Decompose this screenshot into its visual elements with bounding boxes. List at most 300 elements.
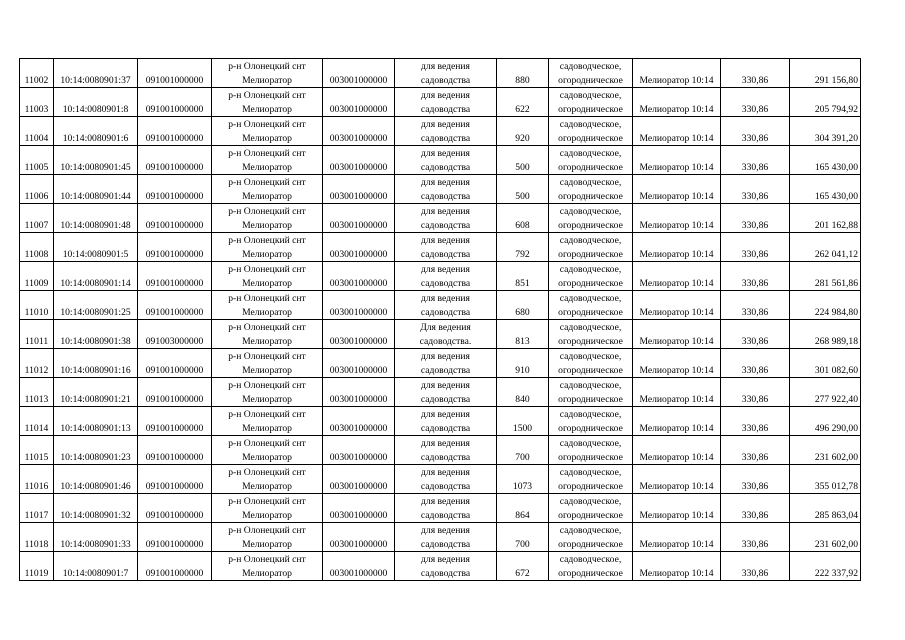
row-number-cell: 11002 xyxy=(20,59,54,88)
permitted-use-cell-line-2: садоводства xyxy=(420,132,471,144)
valuation-zone-cell: Мелиоратор 10:14 xyxy=(633,59,721,88)
okato-cell: 091001000000 xyxy=(138,117,212,146)
address-cell xyxy=(212,175,323,204)
specific-value-cell: 330,86 xyxy=(721,320,790,349)
address-cell-line-1: р-н Олонецкий снт xyxy=(228,438,306,449)
permitted-use-cell-line-1: для ведения xyxy=(421,525,470,536)
address-cell-line-1: р-н Олонецкий снт xyxy=(228,293,306,304)
use-category-cell-line-1: садоводческое, xyxy=(559,206,622,217)
oktmo-cell: 003001000000 xyxy=(323,436,395,465)
permitted-use-cell-line-2: садоводства xyxy=(420,219,471,231)
permitted-use-cell xyxy=(395,407,497,436)
valuation-zone-cell: Мелиоратор 10:14 xyxy=(633,291,721,320)
use-category-cell-line-1: садоводческое, xyxy=(559,90,622,101)
use-category-cell xyxy=(549,175,633,204)
permitted-use-cell xyxy=(395,494,497,523)
row-number-cell: 11003 xyxy=(20,88,54,117)
row-number-cell: 11014 xyxy=(20,407,54,436)
table-row xyxy=(20,88,861,117)
permitted-use-cell-line-2: садоводства xyxy=(420,567,471,579)
okato-cell: 091001000000 xyxy=(138,552,212,581)
specific-value-cell: 330,86 xyxy=(721,552,790,581)
use-category-cell-line-1: садоводческое, xyxy=(559,496,622,507)
use-category-cell-line-1: садоводческое, xyxy=(559,554,622,565)
use-category-cell xyxy=(549,407,633,436)
cadastral-value-cell: 201 162,88 xyxy=(790,204,861,233)
use-category-cell xyxy=(549,59,633,88)
permitted-use-cell-line-1: для ведения xyxy=(421,148,470,159)
use-category-cell-line-2: огородническое xyxy=(558,190,623,202)
table-row xyxy=(20,523,861,552)
area-cell: 608 xyxy=(497,204,549,233)
okato-cell: 091001000000 xyxy=(138,407,212,436)
oktmo-cell: 003001000000 xyxy=(323,465,395,494)
cadastral-number-cell: 10:14:0080901:8 xyxy=(54,88,138,117)
okato-cell: 091001000000 xyxy=(138,175,212,204)
permitted-use-cell xyxy=(395,262,497,291)
use-category-cell xyxy=(549,88,633,117)
use-category-cell xyxy=(549,552,633,581)
cadastral-number-cell: 10:14:0080901:33 xyxy=(54,523,138,552)
area-cell: 500 xyxy=(497,146,549,175)
use-category-cell-line-2: огородническое xyxy=(558,451,623,463)
address-cell-line-1: р-н Олонецкий снт xyxy=(228,148,306,159)
cadastral-number-cell: 10:14:0080901:32 xyxy=(54,494,138,523)
okato-cell: 091001000000 xyxy=(138,291,212,320)
address-cell-line-2: Мелиоратор xyxy=(242,335,292,347)
address-cell-line-2: Мелиоратор xyxy=(242,219,292,231)
address-cell xyxy=(212,552,323,581)
valuation-zone-cell: Мелиоратор 10:14 xyxy=(633,552,721,581)
cadastral-number-cell: 10:14:0080901:16 xyxy=(54,349,138,378)
cadastral-number-cell: 10:14:0080901:7 xyxy=(54,552,138,581)
permitted-use-cell xyxy=(395,88,497,117)
specific-value-cell: 330,86 xyxy=(721,88,790,117)
use-category-cell-line-1: садоводческое, xyxy=(559,467,622,478)
permitted-use-cell xyxy=(395,291,497,320)
use-category-cell-line-1: садоводческое, xyxy=(559,409,622,420)
cadastral-number-cell: 10:14:0080901:38 xyxy=(54,320,138,349)
permitted-use-cell-line-1: для ведения xyxy=(421,293,470,304)
permitted-use-cell-line-1: для ведения xyxy=(421,177,470,188)
table-row xyxy=(20,59,861,88)
permitted-use-cell xyxy=(395,146,497,175)
address-cell xyxy=(212,494,323,523)
cadastral-number-cell: 10:14:0080901:25 xyxy=(54,291,138,320)
permitted-use-cell-line-2: садоводства xyxy=(420,277,471,289)
row-number-cell: 11011 xyxy=(20,320,54,349)
use-category-cell-line-2: огородническое xyxy=(558,161,623,173)
address-cell-line-1: р-н Олонецкий снт xyxy=(228,264,306,275)
use-category-cell-line-1: садоводческое, xyxy=(559,61,622,72)
cadastral-value-cell: 224 984,80 xyxy=(790,291,861,320)
table-row xyxy=(20,291,861,320)
permitted-use-cell-line-1: для ведения xyxy=(421,90,470,101)
use-category-cell-line-1: садоводческое, xyxy=(559,177,622,188)
specific-value-cell: 330,86 xyxy=(721,349,790,378)
specific-value-cell: 330,86 xyxy=(721,262,790,291)
specific-value-cell: 330,86 xyxy=(721,436,790,465)
address-cell xyxy=(212,407,323,436)
use-category-cell-line-2: огородническое xyxy=(558,103,623,115)
permitted-use-cell-line-1: для ведения xyxy=(421,235,470,246)
table-row xyxy=(20,175,861,204)
specific-value-cell: 330,86 xyxy=(721,523,790,552)
oktmo-cell: 003001000000 xyxy=(323,175,395,204)
address-cell-line-1: р-н Олонецкий снт xyxy=(228,177,306,188)
oktmo-cell: 003001000000 xyxy=(323,233,395,262)
permitted-use-cell-line-2: садоводства xyxy=(420,509,471,521)
oktmo-cell: 003001000000 xyxy=(323,407,395,436)
address-cell-line-2: Мелиоратор xyxy=(242,480,292,492)
row-number-cell: 11012 xyxy=(20,349,54,378)
permitted-use-cell xyxy=(395,349,497,378)
address-cell-line-1: р-н Олонецкий снт xyxy=(228,90,306,101)
address-cell-line-2: Мелиоратор xyxy=(242,364,292,376)
table-row xyxy=(20,407,861,436)
table-row xyxy=(20,146,861,175)
cadastral-number-cell: 10:14:0080901:5 xyxy=(54,233,138,262)
permitted-use-cell-line-1: Для ведения xyxy=(420,322,471,333)
permitted-use-cell-line-1: для ведения xyxy=(421,380,470,391)
permitted-use-cell-line-1: для ведения xyxy=(421,119,470,130)
use-category-cell-line-1: садоводческое, xyxy=(559,322,622,333)
permitted-use-cell-line-2: садоводства xyxy=(420,393,471,405)
permitted-use-cell xyxy=(395,436,497,465)
address-cell-line-1: р-н Олонецкий снт xyxy=(228,409,306,420)
area-cell: 880 xyxy=(497,59,549,88)
valuation-zone-cell: Мелиоратор 10:14 xyxy=(633,146,721,175)
use-category-cell-line-1: садоводческое, xyxy=(559,438,622,449)
use-category-cell xyxy=(549,204,633,233)
valuation-zone-cell: Мелиоратор 10:14 xyxy=(633,436,721,465)
valuation-zone-cell: Мелиоратор 10:14 xyxy=(633,523,721,552)
use-category-cell xyxy=(549,494,633,523)
row-number-cell: 11019 xyxy=(20,552,54,581)
address-cell-line-2: Мелиоратор xyxy=(242,74,292,86)
okato-cell: 091001000000 xyxy=(138,523,212,552)
use-category-cell-line-2: огородническое xyxy=(558,277,623,289)
use-category-cell-line-2: огородническое xyxy=(558,393,623,405)
use-category-cell-line-1: садоводческое, xyxy=(559,525,622,536)
permitted-use-cell-line-2: садоводства xyxy=(420,538,471,550)
oktmo-cell: 003001000000 xyxy=(323,59,395,88)
address-cell-line-1: р-н Олонецкий снт xyxy=(228,206,306,217)
specific-value-cell: 330,86 xyxy=(721,204,790,233)
cadastral-value-cell: 291 156,80 xyxy=(790,59,861,88)
cadastral-number-cell: 10:14:0080901:46 xyxy=(54,465,138,494)
okato-cell: 091001000000 xyxy=(138,262,212,291)
address-cell-line-2: Мелиоратор xyxy=(242,306,292,318)
cadastral-number-cell: 10:14:0080901:14 xyxy=(54,262,138,291)
address-cell-line-2: Мелиоратор xyxy=(242,103,292,115)
oktmo-cell: 003001000000 xyxy=(323,146,395,175)
cadastral-value-cell: 281 561,86 xyxy=(790,262,861,291)
area-cell: 910 xyxy=(497,349,549,378)
permitted-use-cell-line-1: для ведения xyxy=(421,264,470,275)
valuation-zone-cell: Мелиоратор 10:14 xyxy=(633,117,721,146)
address-cell xyxy=(212,320,323,349)
okato-cell: 091001000000 xyxy=(138,378,212,407)
row-number-cell: 11007 xyxy=(20,204,54,233)
row-number-cell: 11004 xyxy=(20,117,54,146)
oktmo-cell: 003001000000 xyxy=(323,117,395,146)
area-cell: 1500 xyxy=(497,407,549,436)
permitted-use-cell-line-2: садоводства. xyxy=(419,335,472,347)
address-cell xyxy=(212,349,323,378)
row-number-cell: 11016 xyxy=(20,465,54,494)
cadastral-value-cell: 165 430,00 xyxy=(790,175,861,204)
oktmo-cell: 003001000000 xyxy=(323,552,395,581)
use-category-cell xyxy=(549,146,633,175)
permitted-use-cell-line-1: для ведения xyxy=(421,206,470,217)
cadastral-number-cell: 10:14:0080901:44 xyxy=(54,175,138,204)
use-category-cell-line-1: садоводческое, xyxy=(559,264,622,275)
address-cell-line-1: р-н Олонецкий снт xyxy=(228,235,306,246)
address-cell-line-2: Мелиоратор xyxy=(242,132,292,144)
oktmo-cell: 003001000000 xyxy=(323,88,395,117)
address-cell-line-2: Мелиоратор xyxy=(242,277,292,289)
address-cell xyxy=(212,233,323,262)
use-category-cell-line-2: огородническое xyxy=(558,74,623,86)
area-cell: 920 xyxy=(497,117,549,146)
oktmo-cell: 003001000000 xyxy=(323,349,395,378)
permitted-use-cell-line-2: садоводства xyxy=(420,306,471,318)
address-cell xyxy=(212,436,323,465)
use-category-cell-line-2: огородническое xyxy=(558,219,623,231)
okato-cell: 091001000000 xyxy=(138,88,212,117)
address-cell xyxy=(212,88,323,117)
cadastral-value-cell: 301 082,60 xyxy=(790,349,861,378)
oktmo-cell: 003001000000 xyxy=(323,378,395,407)
specific-value-cell: 330,86 xyxy=(721,233,790,262)
address-cell-line-2: Мелиоратор xyxy=(242,190,292,202)
specific-value-cell: 330,86 xyxy=(721,465,790,494)
okato-cell: 091001000000 xyxy=(138,59,212,88)
valuation-zone-cell: Мелиоратор 10:14 xyxy=(633,88,721,117)
valuation-zone-cell: Мелиоратор 10:14 xyxy=(633,407,721,436)
permitted-use-cell-line-2: садоводства xyxy=(420,103,471,115)
permitted-use-cell xyxy=(395,523,497,552)
cadastral-number-cell: 10:14:0080901:23 xyxy=(54,436,138,465)
oktmo-cell: 003001000000 xyxy=(323,291,395,320)
use-category-cell-line-2: огородническое xyxy=(558,306,623,318)
table-row xyxy=(20,436,861,465)
permitted-use-cell-line-2: садоводства xyxy=(420,161,471,173)
use-category-cell xyxy=(549,378,633,407)
address-cell-line-1: р-н Олонецкий снт xyxy=(228,119,306,130)
area-cell: 622 xyxy=(497,88,549,117)
permitted-use-cell-line-1: для ведения xyxy=(421,554,470,565)
table-row xyxy=(20,465,861,494)
valuation-zone-cell: Мелиоратор 10:14 xyxy=(633,175,721,204)
cadastral-value-cell: 222 337,92 xyxy=(790,552,861,581)
specific-value-cell: 330,86 xyxy=(721,494,790,523)
area-cell: 851 xyxy=(497,262,549,291)
table-row xyxy=(20,552,861,581)
row-number-cell: 11015 xyxy=(20,436,54,465)
row-number-cell: 11013 xyxy=(20,378,54,407)
specific-value-cell: 330,86 xyxy=(721,378,790,407)
area-cell: 840 xyxy=(497,378,549,407)
permitted-use-cell xyxy=(395,117,497,146)
cadastral-value-cell: 304 391,20 xyxy=(790,117,861,146)
address-cell xyxy=(212,291,323,320)
use-category-cell-line-2: огородническое xyxy=(558,364,623,376)
use-category-cell xyxy=(549,320,633,349)
permitted-use-cell-line-1: для ведения xyxy=(421,467,470,478)
row-number-cell: 11018 xyxy=(20,523,54,552)
table-body xyxy=(20,59,861,581)
area-cell: 672 xyxy=(497,552,549,581)
use-category-cell-line-1: садоводческое, xyxy=(559,351,622,362)
use-category-cell-line-2: огородническое xyxy=(558,335,623,347)
use-category-cell-line-1: садоводческое, xyxy=(559,293,622,304)
valuation-zone-cell: Мелиоратор 10:14 xyxy=(633,320,721,349)
cadastral-value-cell: 262 041,12 xyxy=(790,233,861,262)
address-cell xyxy=(212,465,323,494)
permitted-use-cell xyxy=(395,465,497,494)
address-cell-line-2: Мелиоратор xyxy=(242,161,292,173)
table-row xyxy=(20,117,861,146)
cadastral-number-cell: 10:14:0080901:13 xyxy=(54,407,138,436)
cadastral-number-cell: 10:14:0080901:21 xyxy=(54,378,138,407)
address-cell-line-1: р-н Олонецкий снт xyxy=(228,351,306,362)
use-category-cell xyxy=(549,465,633,494)
table-row xyxy=(20,262,861,291)
area-cell: 700 xyxy=(497,436,549,465)
address-cell-line-2: Мелиоратор xyxy=(242,538,292,550)
address-cell xyxy=(212,523,323,552)
specific-value-cell: 330,86 xyxy=(721,146,790,175)
permitted-use-cell-line-2: садоводства xyxy=(420,74,471,86)
table-row xyxy=(20,349,861,378)
address-cell-line-1: р-н Олонецкий снт xyxy=(228,554,306,565)
cadastral-value-cell: 165 430,00 xyxy=(790,146,861,175)
oktmo-cell: 003001000000 xyxy=(323,320,395,349)
cadastral-number-cell: 10:14:0080901:48 xyxy=(54,204,138,233)
permitted-use-cell-line-1: для ведения xyxy=(421,351,470,362)
okato-cell: 091003000000 xyxy=(138,320,212,349)
use-category-cell xyxy=(549,349,633,378)
row-number-cell: 11010 xyxy=(20,291,54,320)
address-cell-line-1: р-н Олонецкий снт xyxy=(228,380,306,391)
use-category-cell xyxy=(549,436,633,465)
cadastral-value-cell: 205 794,92 xyxy=(790,88,861,117)
permitted-use-cell xyxy=(395,552,497,581)
address-cell xyxy=(212,378,323,407)
row-number-cell: 11005 xyxy=(20,146,54,175)
okato-cell: 091001000000 xyxy=(138,465,212,494)
permitted-use-cell-line-2: садоводства xyxy=(420,364,471,376)
address-cell xyxy=(212,59,323,88)
valuation-zone-cell: Мелиоратор 10:14 xyxy=(633,465,721,494)
use-category-cell xyxy=(549,291,633,320)
cadastral-value-cell: 285 863,04 xyxy=(790,494,861,523)
permitted-use-cell-line-2: садоводства xyxy=(420,451,471,463)
permitted-use-cell-line-2: садоводства xyxy=(420,190,471,202)
use-category-cell-line-2: огородническое xyxy=(558,480,623,492)
address-cell xyxy=(212,204,323,233)
permitted-use-cell-line-1: для ведения xyxy=(421,409,470,420)
area-cell: 864 xyxy=(497,494,549,523)
specific-value-cell: 330,86 xyxy=(721,407,790,436)
oktmo-cell: 003001000000 xyxy=(323,262,395,291)
area-cell: 813 xyxy=(497,320,549,349)
use-category-cell-line-1: садоводческое, xyxy=(559,119,622,130)
specific-value-cell: 330,86 xyxy=(721,59,790,88)
area-cell: 1073 xyxy=(497,465,549,494)
use-category-cell xyxy=(549,523,633,552)
permitted-use-cell-line-1: для ведения xyxy=(421,61,470,72)
okato-cell: 091001000000 xyxy=(138,436,212,465)
address-cell-line-1: р-н Олонецкий снт xyxy=(228,496,306,507)
area-cell: 680 xyxy=(497,291,549,320)
address-cell xyxy=(212,117,323,146)
use-category-cell-line-1: садоводческое, xyxy=(559,380,622,391)
cadastral-value-cell: 231 602,00 xyxy=(790,523,861,552)
use-category-cell xyxy=(549,262,633,291)
valuation-zone-cell: Мелиоратор 10:14 xyxy=(633,494,721,523)
okato-cell: 091001000000 xyxy=(138,233,212,262)
use-category-cell-line-2: огородническое xyxy=(558,422,623,434)
address-cell-line-1: р-н Олонецкий снт xyxy=(228,525,306,536)
cadastral-value-cell: 277 922,40 xyxy=(790,378,861,407)
area-cell: 792 xyxy=(497,233,549,262)
row-number-cell: 11006 xyxy=(20,175,54,204)
area-cell: 500 xyxy=(497,175,549,204)
valuation-zone-cell: Мелиоратор 10:14 xyxy=(633,262,721,291)
permitted-use-cell xyxy=(395,59,497,88)
address-cell-line-1: р-н Олонецкий снт xyxy=(228,467,306,478)
oktmo-cell: 003001000000 xyxy=(323,494,395,523)
use-category-cell-line-1: садоводческое, xyxy=(559,148,622,159)
use-category-cell-line-2: огородническое xyxy=(558,132,623,144)
specific-value-cell: 330,86 xyxy=(721,175,790,204)
permitted-use-cell xyxy=(395,378,497,407)
use-category-cell-line-2: огородническое xyxy=(558,567,623,579)
address-cell-line-2: Мелиоратор xyxy=(242,248,292,260)
table-row xyxy=(20,378,861,407)
cadastral-value-cell: 496 290,00 xyxy=(790,407,861,436)
permitted-use-cell xyxy=(395,320,497,349)
okato-cell: 091001000000 xyxy=(138,146,212,175)
row-number-cell: 11009 xyxy=(20,262,54,291)
use-category-cell xyxy=(549,233,633,262)
address-cell-line-2: Мелиоратор xyxy=(242,567,292,579)
cadastral-number-cell: 10:14:0080901:45 xyxy=(54,146,138,175)
okato-cell: 091001000000 xyxy=(138,349,212,378)
permitted-use-cell-line-2: садоводства xyxy=(420,480,471,492)
permitted-use-cell xyxy=(395,204,497,233)
cadastral-value-cell: 355 012,78 xyxy=(790,465,861,494)
cadastral-value-cell: 231 602,00 xyxy=(790,436,861,465)
row-number-cell: 11008 xyxy=(20,233,54,262)
okato-cell: 091001000000 xyxy=(138,494,212,523)
address-cell-line-2: Мелиоратор xyxy=(242,451,292,463)
row-number-cell: 11017 xyxy=(20,494,54,523)
valuation-zone-cell: Мелиоратор 10:14 xyxy=(633,349,721,378)
address-cell-line-1: р-н Олонецкий снт xyxy=(228,322,306,333)
address-cell xyxy=(212,146,323,175)
permitted-use-cell-line-1: для ведения xyxy=(421,438,470,449)
permitted-use-cell-line-2: садоводства xyxy=(420,248,471,260)
table-row xyxy=(20,204,861,233)
permitted-use-cell xyxy=(395,175,497,204)
cadastral-number-cell: 10:14:0080901:6 xyxy=(54,117,138,146)
address-cell-line-2: Мелиоратор xyxy=(242,509,292,521)
cadastral-number-cell: 10:14:0080901:37 xyxy=(54,59,138,88)
